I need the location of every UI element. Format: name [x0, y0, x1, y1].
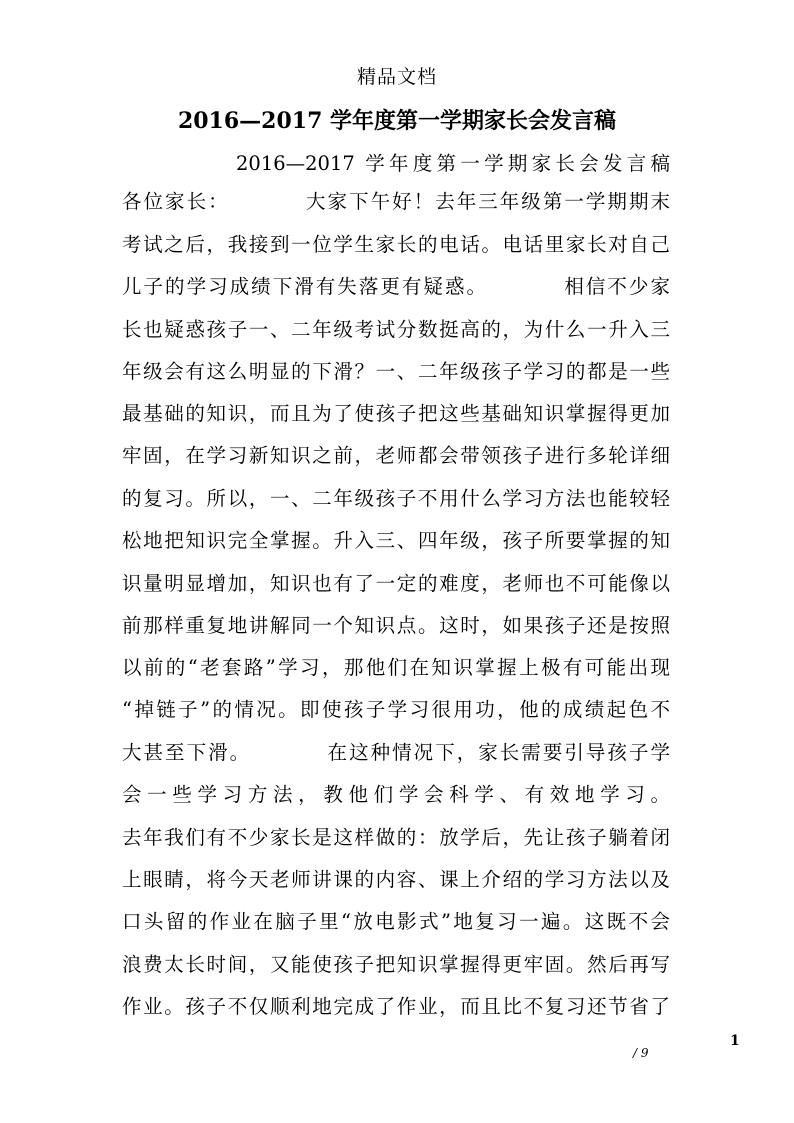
document-title: 2016—2017 学年度第一学期家长会发言稿 — [177, 108, 617, 134]
page-total: / 9 — [633, 1046, 649, 1060]
body-line: 去年我们有不少家长是这样做的：放学后，先让孩子躺着闭 — [122, 826, 670, 849]
body-line: 牢固，在学习新知识之前，老师都会带领孩子进行多轮详细 — [122, 444, 670, 467]
body-line: 上眼睛，将今天老师讲课的内容、课上介绍的学习方法以及 — [122, 868, 670, 891]
body-line: 年级会有这么明显的下滑？一、二年级孩子学习的都是一些 — [122, 360, 670, 383]
body-line: 口头留的作业在脑子里“放电影式”地复习一遍。这既不会 — [122, 910, 670, 933]
body-line: 各位家长： 大家下午好！去年三年级第一学期期末 — [122, 190, 670, 213]
document-subtitle: 2016—2017 学年度第一学期家长会发言稿 — [236, 152, 670, 175]
body-line: 松地把知识完全掌握。升入三、四年级，孩子所要掌握的知 — [122, 529, 670, 552]
body-line: 最基础的知识，而且为了使孩子把这些基础知识掌握得更加 — [122, 402, 670, 425]
header-label: 精品文档 — [356, 66, 437, 88]
body-line: 前那样重复地讲解同一个知识点。这时，如果孩子还是按照 — [122, 614, 670, 637]
body-line: 会一些学习方法，教他们学会科学、有效地学习。 — [122, 783, 670, 806]
body-line: 识量明显增加，知识也有了一定的难度，老师也不可能像以 — [122, 572, 670, 595]
body-line: 浪费太长时间，又能使孩子把知识掌握得更牢固。然后再写 — [122, 953, 670, 976]
body-line: “掉链子”的情况。即使孩子学习很用功，他的成绩起色不 — [122, 698, 670, 721]
body-line: 作业。孩子不仅顺利地完成了作业，而且比不复习还节省了 — [122, 995, 670, 1018]
body-line: 考试之后，我接到一位学生家长的电话。电话里家长对自己 — [122, 233, 670, 256]
body-line: 长也疑惑孩子一、二年级考试分数挺高的，为什么一升入三 — [122, 318, 670, 341]
body-line: 以前的“老套路”学习，那他们在知识掌握上极有可能出现 — [122, 656, 670, 679]
body-line: 的复习。所以，一、二年级孩子不用什么学习方法也能较轻 — [122, 487, 670, 510]
body-line: 大甚至下滑。 在这种情况下，家长需要引导孩子学 — [122, 741, 670, 764]
body-line: 儿子的学习成绩下滑有失落更有疑惑。 相信不少家 — [122, 275, 670, 298]
page-number: 1 — [730, 1033, 740, 1049]
